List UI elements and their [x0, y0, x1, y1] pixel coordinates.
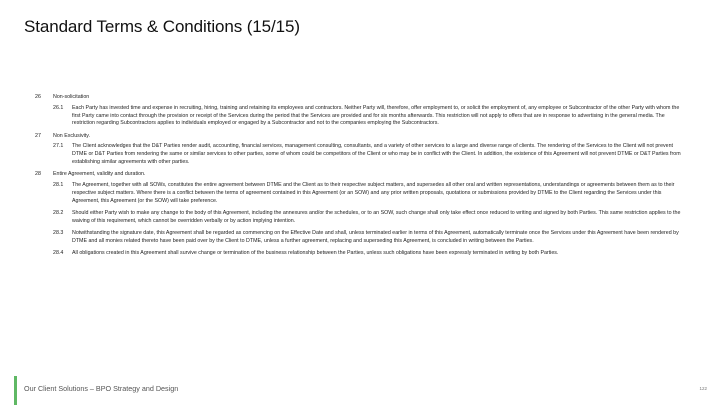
- section-26: [35, 94, 687, 128]
- section-number: 26: [35, 94, 41, 100]
- clause-number: 27.1: [53, 143, 64, 150]
- section-heading: [35, 133, 687, 141]
- clause-text: All obligations created in this Agreement shall survive change or termination of the business relationship between the Parties, unless such obligations have been expressly terminated in writing by both Parties.: [72, 250, 559, 257]
- clause-text: Should either Party wish to make any change to the body of this Agreement, including the annexures and/or the schedules, or to an SOW, such change shall only take effect once reduced to writing and signed by both Parties. This same restriction applies to the waiving of this requirement, which cannot be overridden verbally or by action implying intention.: [72, 210, 681, 224]
- clause-number: 28.2: [53, 210, 64, 217]
- clause-text: The Client acknowledges that the D&T Parties render audit, accounting, financial services, management consulting, consultants, and a variety of other services to a large and diverse range of clients. The rendering of the Services to the Client will not prevent DTME or D&T Parties from rendering the same or similar services to other parties, some of whom could be competitors of the Client or who may be in conflict with the Client. In addition, the existence of this Agreement will not prevent DTME or D&T Parties from establishing similar agreements with other parties.: [72, 143, 681, 166]
- clause-27-1: [53, 143, 687, 166]
- clause-number: 26.1: [53, 104, 64, 111]
- clause-28-3: [53, 230, 687, 246]
- clause-text: The Agreement, together with all SOWs, constitutes the entire agreement between DTME and the Client as to their respective subject matters, and supersedes all other oral and written representations, understandings or agreements between them as to their respective subject matters. Where there is a conflict between the terms of agreement contained in this Agreement (or an SOW) and any prior written proposals, quotations or submissions provided by DTME to the Client regarding the Services under this Agreement, this Agreement (or the SOW) will take preference.: [72, 182, 675, 204]
- section-number: 27: [35, 132, 41, 139]
- clause-number: 28.1: [53, 182, 64, 189]
- section-number: 28: [35, 171, 41, 178]
- clause-text: Each Party has invested time and expense in recruiting, hiring, training and retaining its employees and contractors. Neither Party will, therefore, offer employment to, or solicit the employment of, any employee or Subcontractor of the other Party with whom the first Party came into contact through the provision or receipt of the Services during the period that the Services are provided and for six months afterwards. This restriction will not apply to offers that are in response to advertising in the general media. The restriction regarding Subcontractors applies to individuals employed or engaged by a Subcontractor and not to the companies employing the Subcontractors.: [72, 104, 680, 127]
- clause-number: 28.3: [53, 230, 64, 237]
- section-heading: [35, 171, 687, 179]
- section-heading: [35, 94, 687, 102]
- clause-26-1: [53, 105, 687, 128]
- terms-body: [35, 94, 687, 263]
- section-27: [35, 133, 687, 167]
- section-title: Non-solicitation: [53, 94, 90, 100]
- section-28: [35, 171, 687, 258]
- page-number: 122: [699, 386, 707, 391]
- clause-28-1: [53, 182, 687, 205]
- section-title: Entire Agreement, validity and duration.: [53, 171, 146, 178]
- clause-text: Notwithstanding the signature date, this Agreement shall be regarded as commencing on the Effective Date and shall, unless terminated earlier in terms of this Agreement, automatically terminate once the Services under this Agreement have been rendered by DTME and all monies related thereto have been paid over by the Client to DTME, unless a further agreement, replacing and superseding this Agreement, is concluded in writing between the Parties.: [72, 230, 679, 244]
- page-title: Standard Terms & Conditions (15/15): [24, 17, 300, 36]
- clause-number: 28.4: [53, 250, 64, 257]
- footer-text: Our Client Solutions – BPO Strategy and Design: [24, 384, 179, 393]
- clause-28-4: [53, 250, 687, 258]
- clause-28-2: [53, 210, 687, 226]
- section-title: Non Exclusivity.: [53, 132, 90, 139]
- footer-accent-bar: [14, 376, 17, 405]
